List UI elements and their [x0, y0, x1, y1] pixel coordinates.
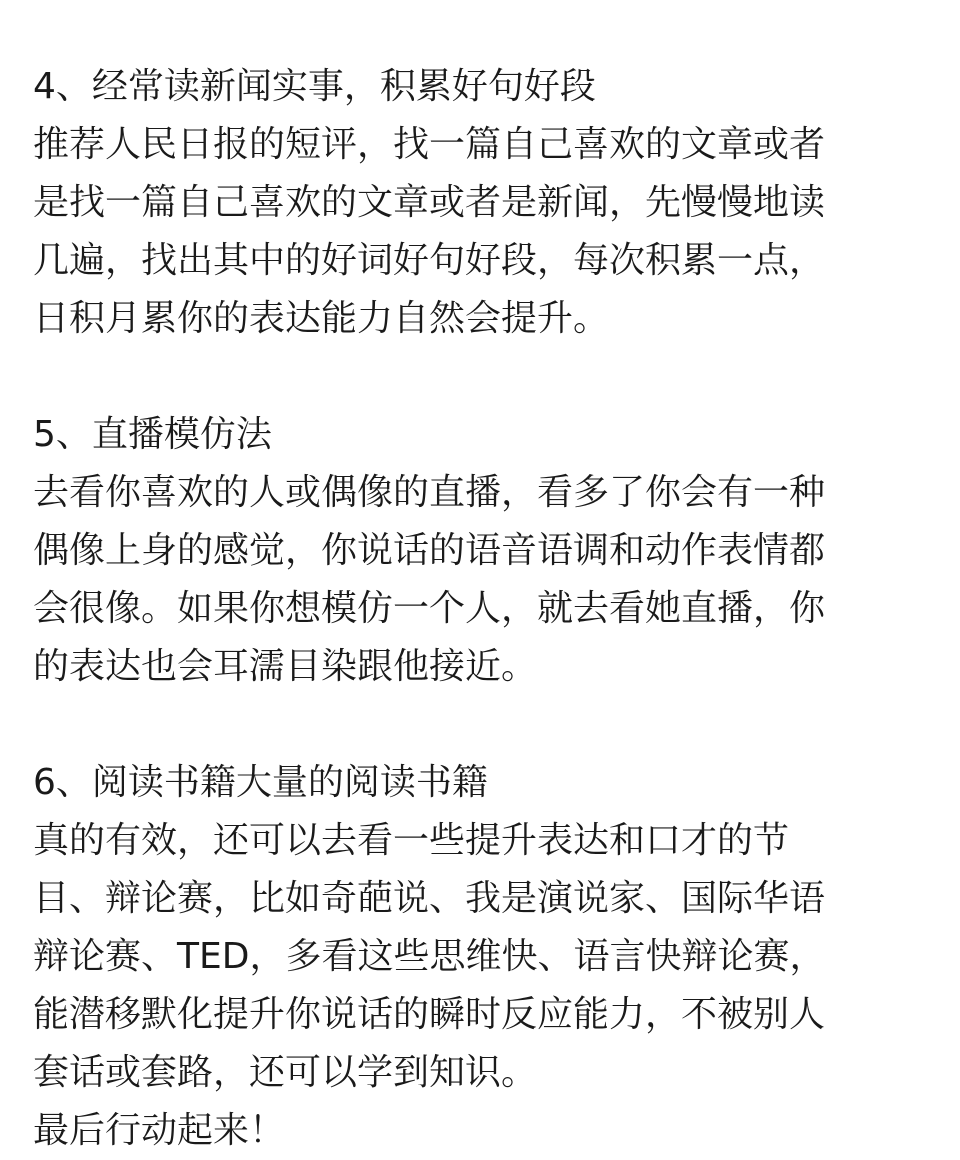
section-heading-5: 5、直播模仿法: [33, 414, 272, 455]
paragraph-line: 会很像。如果你想模仿一个人，就去看她直播，你: [33, 588, 826, 629]
section-heading-6: 6、阅读书籍大量的阅读书籍: [33, 762, 488, 803]
paragraph-line: 套话或套路，还可以学到知识。: [33, 1052, 538, 1093]
paragraph-line: 的表达也会耳濡目染跟他接近。: [33, 646, 538, 687]
section-spacer: [33, 696, 933, 754]
closing-line: 最后行动起来！: [33, 1110, 286, 1151]
section-spacer: [33, 348, 933, 406]
paragraph-line: 是找一篇自己喜欢的文章或者是新闻，先慢慢地读: [33, 182, 826, 223]
paragraph-line: 目、辩论赛，比如奇葩说、我是演说家、国际华语: [33, 878, 826, 919]
paragraph-line: 几遍，找出其中的好词好句好段，每次积累一点，: [33, 240, 826, 281]
paragraph-line: 去看你喜欢的人或偶像的直播，看多了你会有一种: [33, 472, 826, 513]
paragraph-line: 偶像上身的感觉，你说话的语音语调和动作表情都: [33, 530, 826, 571]
paragraph-line: 日积月累你的表达能力自然会提升。: [33, 298, 610, 339]
section-heading-4: 4、经常读新闻实事，积累好句好段: [33, 66, 596, 107]
article-text: [33, 58, 933, 1160]
paragraph-line: 真的有效，还可以去看一些提升表达和口才的节: [33, 820, 790, 861]
paragraph-line: 推荐人民日报的短评，找一篇自己喜欢的文章或者: [33, 124, 826, 165]
paragraph-line: 能潜移默化提升你说话的瞬时反应能力，不被别人: [33, 994, 826, 1035]
paragraph-line: 辩论赛、TED，多看这些思维快、语言快辩论赛，: [33, 936, 826, 977]
